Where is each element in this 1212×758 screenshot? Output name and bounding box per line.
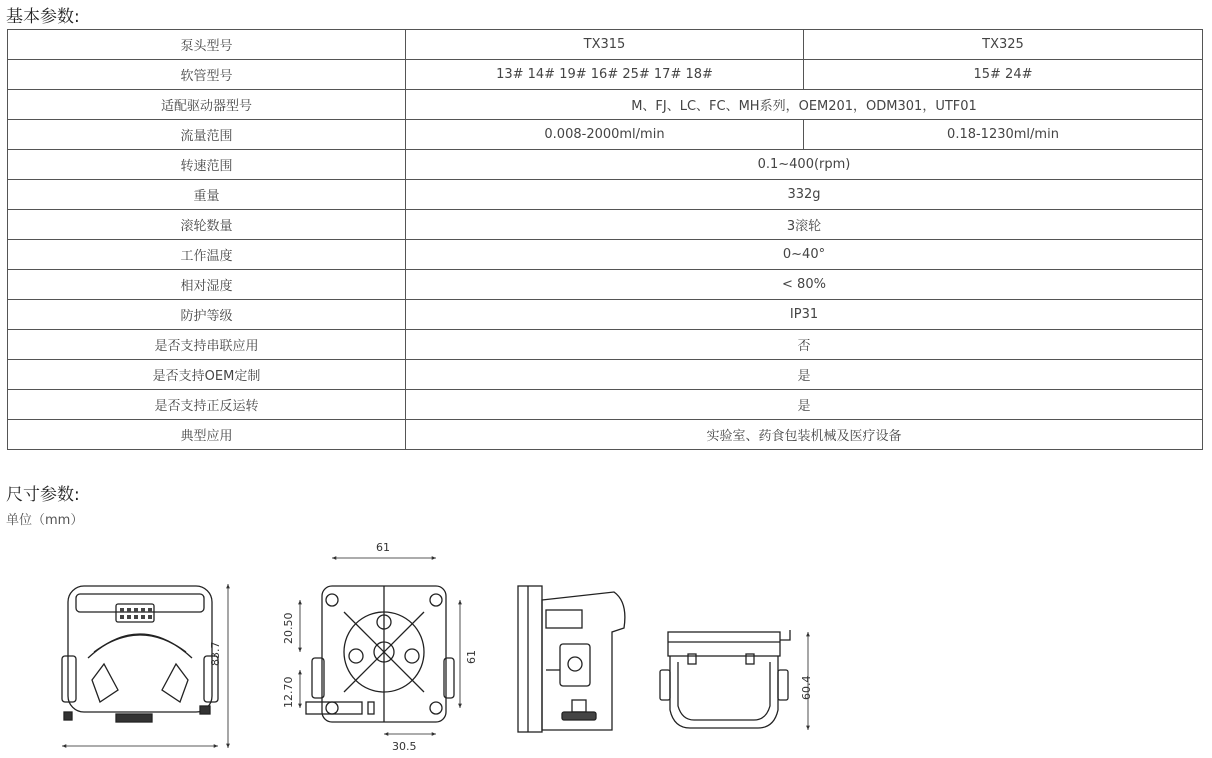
row-label: 软管型号 xyxy=(8,60,406,90)
row-label: 是否支持OEM定制 xyxy=(8,360,406,390)
dim-back-lower-offset: 12.70 xyxy=(282,676,295,708)
row-value: 332g xyxy=(406,180,1203,210)
dim-back-width: 61 xyxy=(376,541,390,554)
row-value: TX325 xyxy=(804,30,1203,60)
dim-front-height: 83.7 xyxy=(209,641,222,666)
dimension-drawings xyxy=(0,540,1212,758)
row-label: 滚轮数量 xyxy=(8,210,406,240)
row-value: 是 xyxy=(406,360,1203,390)
dim-back-bottom-offset: 30.5 xyxy=(392,740,417,753)
table-row xyxy=(8,300,1203,330)
table-row xyxy=(8,150,1203,180)
table-row xyxy=(8,420,1203,450)
row-value: 0.18-1230ml/min xyxy=(804,120,1203,150)
table-row xyxy=(8,360,1203,390)
row-label: 相对湿度 xyxy=(8,270,406,300)
unit-label: 单位（mm） xyxy=(6,513,84,528)
table-row xyxy=(8,270,1203,300)
front-view-drawing xyxy=(62,584,228,748)
side-view-drawing xyxy=(518,586,625,732)
table-row xyxy=(8,120,1203,150)
row-label: 是否支持串联应用 xyxy=(8,330,406,360)
row-value: < 80% xyxy=(406,270,1203,300)
row-value: 实验室、药食包装机械及医疗设备 xyxy=(406,420,1203,450)
back-view-drawing xyxy=(300,558,460,734)
dimensions-heading: 尺寸参数: xyxy=(6,485,80,505)
table-row xyxy=(8,210,1203,240)
row-value: 是 xyxy=(406,390,1203,420)
table-row xyxy=(8,330,1203,360)
row-value: 否 xyxy=(406,330,1203,360)
row-value: M、FJ、LC、FC、MH系列，OEM201，ODM301，UTF01 xyxy=(406,90,1203,120)
row-label: 典型应用 xyxy=(8,420,406,450)
row-label: 重量 xyxy=(8,180,406,210)
row-value: 0.008-2000ml/min xyxy=(406,120,804,150)
basic-params-heading: 基本参数: xyxy=(6,7,80,27)
row-label: 流量范围 xyxy=(8,120,406,150)
row-value: 3滚轮 xyxy=(406,210,1203,240)
row-value: 15# 24# xyxy=(804,60,1203,90)
table-row xyxy=(8,180,1203,210)
row-label: 防护等级 xyxy=(8,300,406,330)
spec-table xyxy=(7,29,1203,450)
table-row xyxy=(8,90,1203,120)
row-value: TX315 xyxy=(406,30,804,60)
row-value: 0~40° xyxy=(406,240,1203,270)
dim-back-upper-offset: 20.50 xyxy=(282,612,295,644)
dim-side-height: 60.4 xyxy=(800,675,813,700)
row-label: 转速范围 xyxy=(8,150,406,180)
table-row xyxy=(8,60,1203,90)
row-label: 工作温度 xyxy=(8,240,406,270)
row-label: 适配驱动器型号 xyxy=(8,90,406,120)
row-label: 是否支持正反运转 xyxy=(8,390,406,420)
row-value: 13# 14# 19# 16# 25# 17# 18# xyxy=(406,60,804,90)
table-row xyxy=(8,240,1203,270)
row-value: IP31 xyxy=(406,300,1203,330)
row-label: 泵头型号 xyxy=(8,30,406,60)
top-view-drawing xyxy=(660,630,808,730)
row-value: 0.1~400(rpm) xyxy=(406,150,1203,180)
table-row xyxy=(8,390,1203,420)
dim-back-height: 61 xyxy=(465,650,478,664)
table-row xyxy=(8,30,1203,60)
